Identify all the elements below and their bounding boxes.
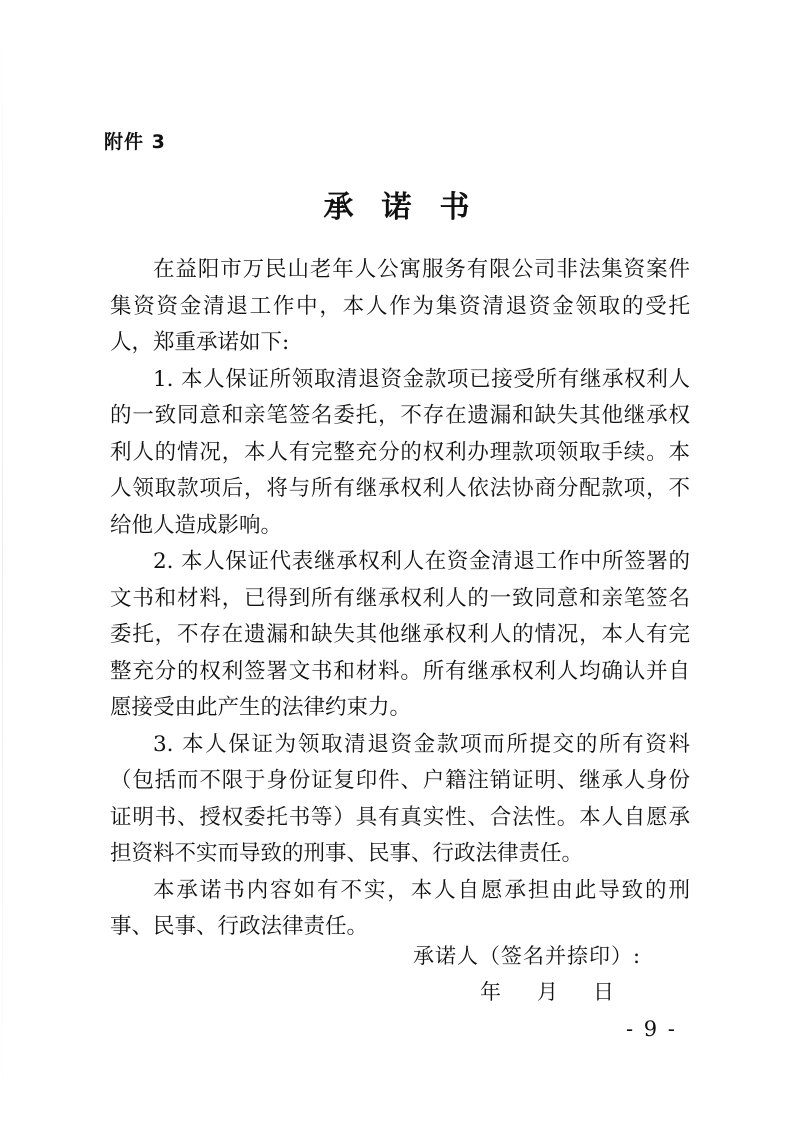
attachment-label: 附件 3 bbox=[104, 131, 166, 153]
commitment-item-2: 2. 本人保证代表继承权利人在资金清退工作中所签署的文书和材料，已得到所有继承权利人的一致同意和亲笔签名委托，不存在遗漏和缺失其他继承权利人的情况，本人有完整充分的权利签署文书和材料。所有继承权利人均确认并自愿接受由此产生的法律约束力。 bbox=[110, 549, 690, 720]
scan-edge-line bbox=[2, 0, 3, 1122]
document-body bbox=[110, 252, 690, 946]
signature-label: 承诺人（签名并捺印）: bbox=[413, 944, 642, 968]
intro-paragraph: 在益阳市万民山老年人公寓服务有限公司非法集资案件集资资金清退工作中，本人作为集资清退资金领取的受托人，郑重承诺如下: bbox=[110, 257, 690, 355]
date-year-label: 年 bbox=[480, 980, 501, 1004]
date-month-label: 月 bbox=[537, 980, 558, 1004]
commitment-item-1: 1. 本人保证所领取清退资金款项已接受所有继承权利人的一致同意和亲笔签名委托，不存在遗漏和缺失其他继承权利人的情况，本人有完整充分的权利办理款项领取手续。本人领取款项后，将与所有继承权利人依法协商分配款项，不给他人造成影响。 bbox=[110, 366, 690, 538]
closing-paragraph: 本承诺书内容如有不实，本人自愿承担由此导致的刑事、民事、行政法律责任。 bbox=[110, 877, 690, 939]
document-title: 承诺书 bbox=[323, 190, 498, 225]
commitment-item-3: 3. 本人保证为领取清退资金款项而所提交的所有资料（包括而不限于身份证复印件、户籍注销证明、继承人身份证明书、授权委托书等）具有真实性、合法性。本人自愿承担资料不实而导致的刑事、民事、行政法律责任。 bbox=[110, 731, 690, 866]
page-number: - 9 - bbox=[626, 1017, 677, 1041]
date-day-label: 日 bbox=[593, 980, 614, 1004]
